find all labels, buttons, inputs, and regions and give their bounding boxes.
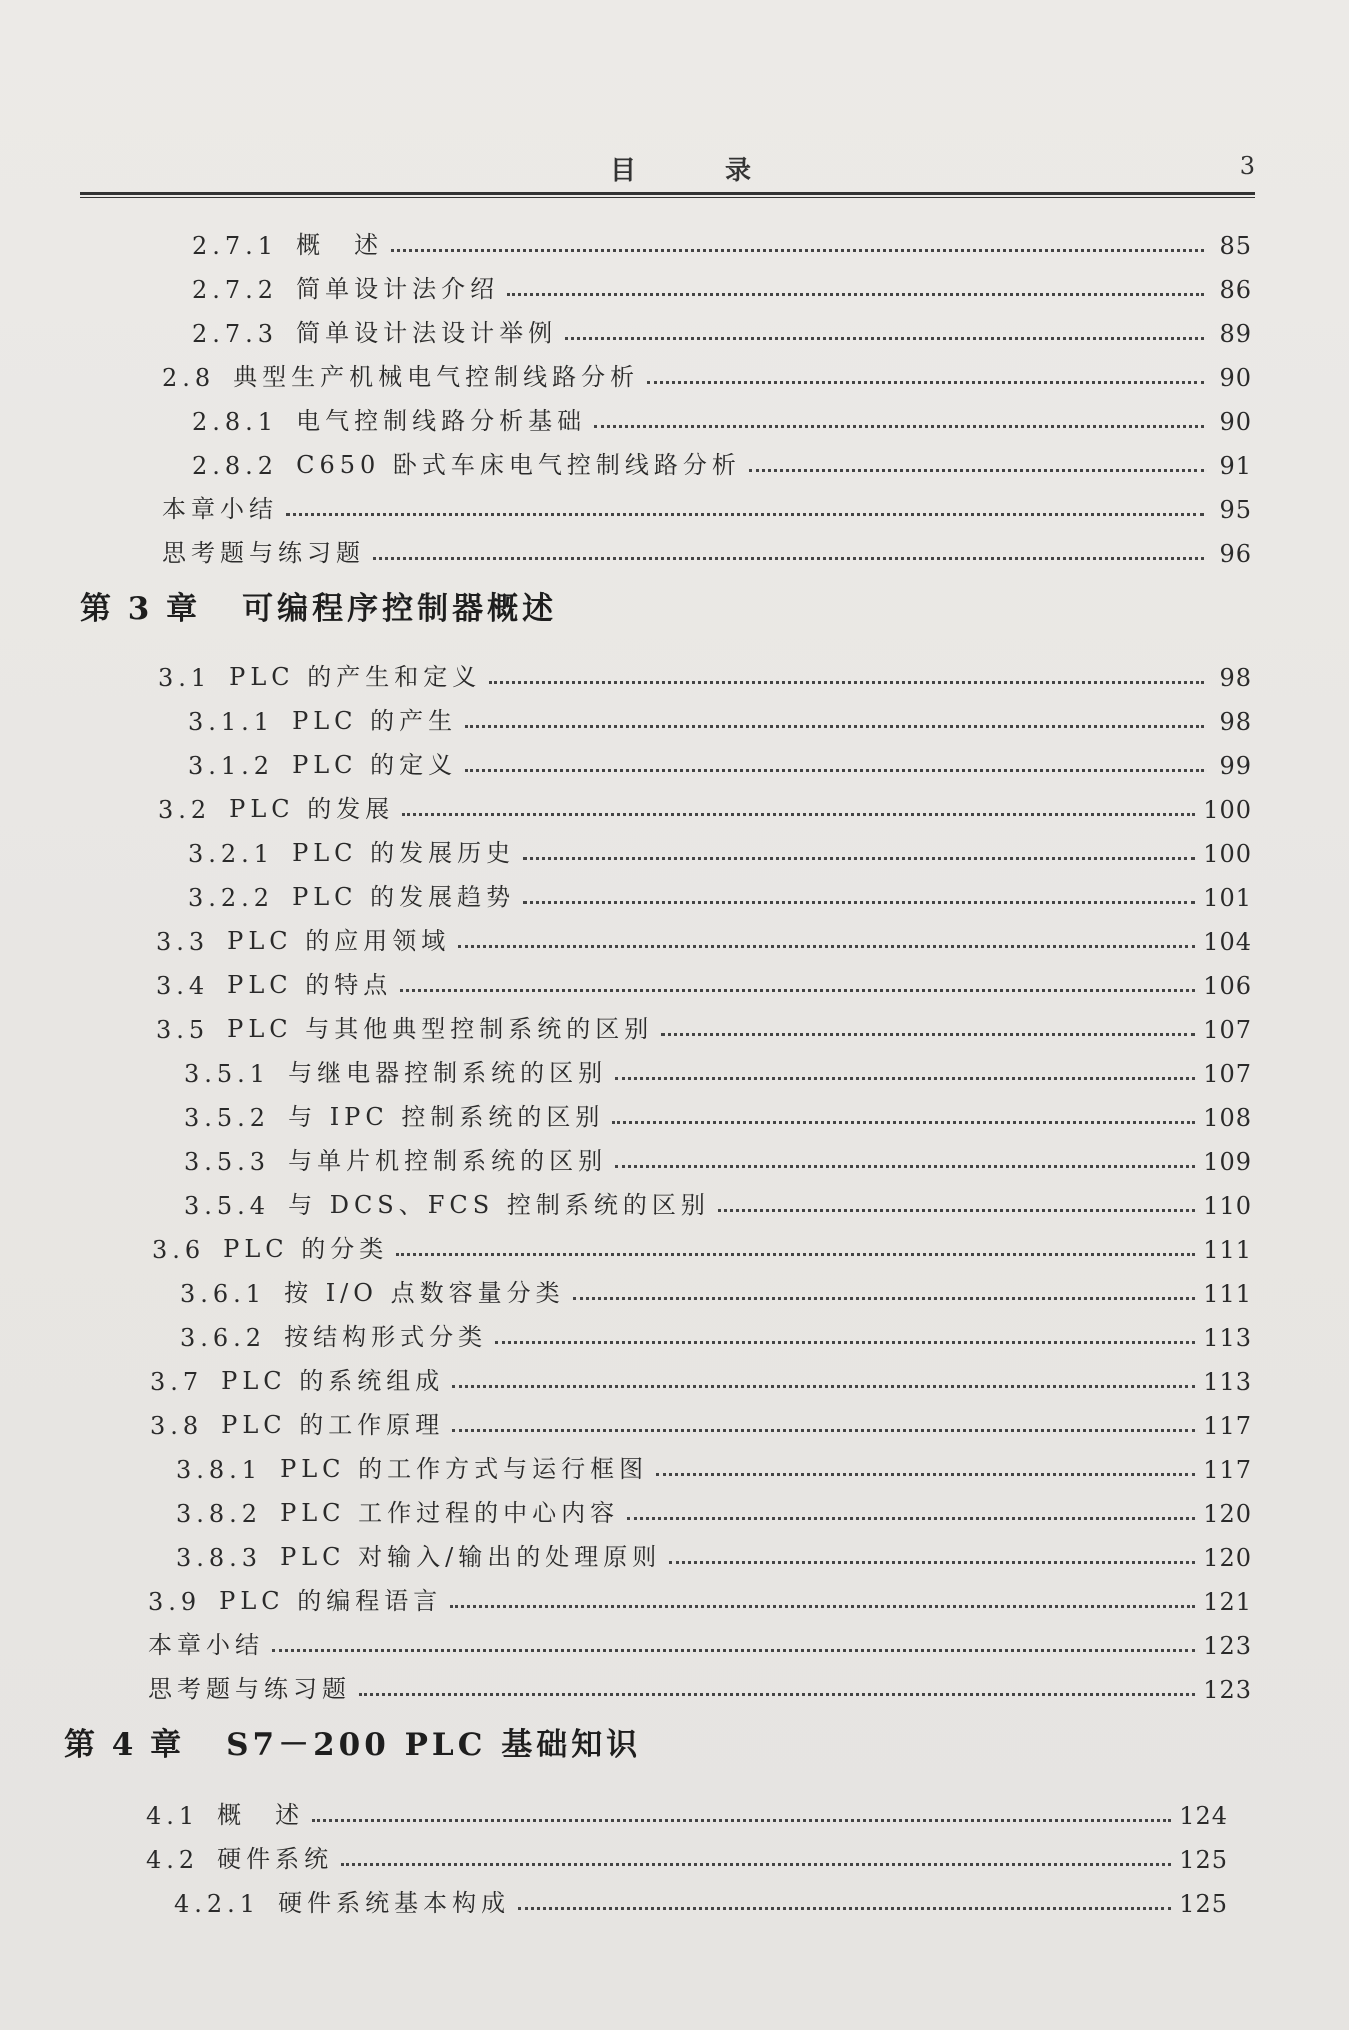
toc-entry[interactable] (184, 1092, 1252, 1132)
toc-title: PLC 的编程语言 (219, 1587, 443, 1615)
toc-number: 2.7.2 (192, 276, 279, 304)
toc-title: PLC 的发展历史 (292, 839, 516, 867)
header-title: 目 录 (610, 156, 792, 186)
toc-title: PLC 的产生 (292, 707, 458, 735)
toc-number: 3.5.4 (184, 1192, 271, 1220)
toc-entry[interactable] (180, 1312, 1252, 1352)
toc-title: 典型生产机械电气控制线路分析 (233, 363, 640, 391)
toc-page: 85 (1219, 232, 1252, 260)
toc-page: 101 (1203, 884, 1252, 912)
dot-leader (373, 557, 1204, 560)
toc-title: PLC 与其他典型控制系统的区别 (227, 1015, 654, 1043)
toc-entry[interactable] (158, 784, 1252, 824)
toc-title: 本章小结 (148, 1631, 264, 1659)
toc-page: 104 (1203, 928, 1252, 956)
toc-title: 电气控制线路分析基础 (296, 407, 587, 435)
toc-number: 3.1 (158, 664, 212, 692)
toc-entry[interactable] (148, 1664, 1252, 1704)
toc-title: 与 IPC 控制系统的区别 (288, 1103, 605, 1131)
toc-number: 2.8 (162, 364, 216, 392)
toc-title: 概 述 (217, 1801, 305, 1829)
toc-number: 4.1 (146, 1802, 200, 1830)
toc-number: 3.6 (152, 1236, 206, 1264)
toc-title: 思考题与练习题 (162, 539, 365, 567)
dot-leader (452, 1429, 1195, 1432)
toc-page: 113 (1203, 1368, 1252, 1396)
toc-entry[interactable] (188, 872, 1252, 912)
chapter-title: S7－200 PLC 基础知识 (226, 1727, 642, 1763)
toc-page: 89 (1219, 320, 1252, 348)
toc-title: PLC 的发展趋势 (292, 883, 516, 911)
toc-entry[interactable] (156, 916, 1252, 956)
chapter-heading[interactable] (80, 580, 557, 628)
chapter-heading[interactable] (64, 1716, 641, 1764)
toc-page: 98 (1219, 664, 1252, 692)
toc-page: 99 (1219, 752, 1252, 780)
dot-leader (465, 725, 1204, 728)
toc-page: 123 (1203, 1676, 1252, 1704)
toc-title: 与 DCS、FCS 控制系统的区别 (288, 1191, 710, 1219)
toc-page: 86 (1219, 276, 1252, 304)
toc-title: 概 述 (296, 231, 384, 259)
toc-number: 4.2 (146, 1846, 200, 1874)
toc-number: 3.8 (150, 1412, 204, 1440)
toc-entry[interactable] (156, 1004, 1252, 1044)
toc-page: 121 (1203, 1588, 1252, 1616)
toc-number: 3.5 (156, 1016, 210, 1044)
toc-entry[interactable] (146, 1790, 1228, 1830)
toc-number: 3.9 (148, 1588, 202, 1616)
toc-title: 本章小结 (162, 495, 278, 523)
toc-number: 2.7.1 (192, 232, 279, 260)
toc-title: PLC 的产生和定义 (229, 663, 482, 691)
toc-number: 3.3 (156, 928, 210, 956)
toc-title: PLC 的定义 (292, 751, 458, 779)
toc-number: 3.1.1 (188, 708, 275, 736)
toc-entry[interactable] (192, 440, 1252, 480)
toc-page: 90 (1219, 364, 1252, 392)
toc-entry[interactable] (162, 352, 1252, 392)
dot-leader (452, 1385, 1195, 1388)
dot-leader (391, 249, 1204, 252)
toc-entry[interactable] (150, 1400, 1252, 1440)
dot-leader (565, 337, 1204, 340)
toc-title: 简单设计法设计举例 (296, 319, 558, 347)
toc-entry[interactable] (180, 1268, 1252, 1308)
toc-number: 3.8.3 (176, 1544, 263, 1572)
dot-leader (312, 1819, 1171, 1822)
toc-title: 按 I/O 点数容量分类 (284, 1279, 565, 1307)
toc-page: 109 (1203, 1148, 1252, 1176)
toc-entry[interactable] (192, 264, 1252, 304)
chapter-label: 第 4 章 (64, 1727, 185, 1763)
toc-page: 98 (1219, 708, 1252, 736)
toc-title: PLC 的工作方式与运行框图 (280, 1455, 649, 1483)
toc-number: 3.5.1 (184, 1060, 271, 1088)
toc-page: 100 (1203, 840, 1252, 868)
toc-entry[interactable] (192, 396, 1252, 436)
toc-page: 123 (1203, 1632, 1252, 1660)
toc-page: 120 (1203, 1500, 1252, 1528)
chapter-title: 可编程序控制器概述 (242, 591, 558, 627)
dot-leader (396, 1253, 1195, 1256)
toc-page: 113 (1203, 1324, 1252, 1352)
toc-page: 124 (1179, 1802, 1228, 1830)
toc-number: 3.5.2 (184, 1104, 271, 1132)
dot-leader (749, 469, 1204, 472)
toc-page: 125 (1179, 1890, 1228, 1918)
toc-entry[interactable] (146, 1834, 1228, 1874)
toc-page: 110 (1203, 1192, 1252, 1220)
toc-entry[interactable] (184, 1180, 1252, 1220)
toc-entry[interactable] (184, 1136, 1252, 1176)
toc-title: PLC 的发展 (229, 795, 395, 823)
toc-title: 思考题与练习题 (148, 1675, 351, 1703)
toc-title: PLC 的应用领域 (227, 927, 451, 955)
toc-entry[interactable] (162, 484, 1252, 524)
toc-title: 硬件系统基本构成 (278, 1889, 511, 1917)
toc-entry[interactable] (156, 960, 1252, 1000)
toc-entry[interactable] (188, 696, 1252, 736)
dot-leader (647, 381, 1204, 384)
toc-page: 117 (1203, 1412, 1252, 1440)
dot-leader (450, 1605, 1195, 1608)
dot-leader (612, 1121, 1195, 1124)
toc-page: 108 (1203, 1104, 1252, 1132)
dot-leader (615, 1165, 1195, 1168)
dot-leader (507, 293, 1204, 296)
dot-leader (465, 769, 1204, 772)
toc-entry[interactable] (148, 1576, 1252, 1616)
dot-leader (489, 681, 1204, 684)
toc-entry[interactable] (150, 1356, 1252, 1396)
toc-number: 3.4 (156, 972, 210, 1000)
toc-page: 96 (1219, 540, 1252, 568)
toc-title: PLC 的系统组成 (221, 1367, 445, 1395)
toc-number: 3.8.2 (176, 1500, 263, 1528)
toc-page: 111 (1203, 1236, 1252, 1264)
toc-number: 3.2 (158, 796, 212, 824)
toc-entry[interactable] (192, 220, 1252, 260)
toc-page: 95 (1219, 496, 1252, 524)
toc-title: 按结构形式分类 (284, 1323, 488, 1351)
toc-entry[interactable] (192, 308, 1252, 348)
header-rule (80, 192, 1255, 198)
dot-leader (286, 513, 1204, 516)
toc-page: 107 (1203, 1060, 1252, 1088)
toc-number: 3.2.2 (188, 884, 275, 912)
dot-leader (594, 425, 1204, 428)
toc-title: PLC 的工作原理 (221, 1411, 445, 1439)
toc-title: 与继电器控制系统的区别 (288, 1059, 608, 1087)
toc-page: 106 (1203, 972, 1252, 1000)
dot-leader (402, 813, 1195, 816)
toc-entry[interactable] (184, 1048, 1252, 1088)
toc-number: 2.8.2 (192, 452, 279, 480)
dot-leader (341, 1863, 1171, 1866)
dot-leader (359, 1693, 1195, 1696)
toc-page: 90 (1219, 408, 1252, 436)
toc-entry[interactable] (148, 1620, 1252, 1660)
toc-number: 3.2.1 (188, 840, 275, 868)
chapter-label: 第 3 章 (80, 591, 201, 627)
toc-number: 3.6.2 (180, 1324, 267, 1352)
toc-page: 107 (1203, 1016, 1252, 1044)
dot-leader (272, 1649, 1195, 1652)
dot-leader (661, 1033, 1195, 1036)
dot-leader (523, 857, 1195, 860)
toc-number: 4.2.1 (174, 1890, 261, 1918)
toc-title: PLC 的分类 (223, 1235, 389, 1263)
toc-title: 与单片机控制系统的区别 (288, 1147, 608, 1175)
toc-entry[interactable] (174, 1878, 1228, 1918)
toc-entry[interactable] (176, 1488, 1252, 1528)
toc-number: 3.5.3 (184, 1148, 271, 1176)
header-page-number: 3 (1239, 152, 1255, 180)
dot-leader (495, 1341, 1195, 1344)
toc-page: 125 (1179, 1846, 1228, 1874)
toc-number: 3.6.1 (180, 1280, 267, 1308)
toc-title: 硬件系统 (217, 1845, 334, 1873)
toc-entry[interactable] (188, 828, 1252, 868)
toc-number: 3.8.1 (176, 1456, 263, 1484)
toc-page: 120 (1203, 1544, 1252, 1572)
dot-leader (718, 1209, 1195, 1212)
toc-page: 111 (1203, 1280, 1252, 1308)
toc-number: 3.1.2 (188, 752, 275, 780)
toc-number: 3.7 (150, 1368, 204, 1396)
toc-entry[interactable] (158, 652, 1252, 692)
toc-page: 117 (1203, 1456, 1252, 1484)
dot-leader (656, 1473, 1195, 1476)
toc-entry[interactable] (176, 1532, 1252, 1572)
dot-leader (523, 901, 1195, 904)
dot-leader (400, 989, 1195, 992)
toc-title: PLC 的特点 (227, 971, 393, 999)
toc-title: PLC 工作过程的中心内容 (280, 1499, 620, 1527)
toc-page: 91 (1219, 452, 1252, 480)
toc-number: 2.8.1 (192, 408, 279, 436)
dot-leader (615, 1077, 1195, 1080)
toc-entry[interactable] (188, 740, 1252, 780)
dot-leader (573, 1297, 1196, 1300)
dot-leader (518, 1907, 1171, 1910)
toc-title: 简单设计法介绍 (296, 275, 500, 303)
dot-leader (627, 1517, 1195, 1520)
toc-entry[interactable] (176, 1444, 1252, 1484)
toc-number: 2.7.3 (192, 320, 279, 348)
toc-entry[interactable] (152, 1224, 1252, 1264)
toc-entry[interactable] (162, 528, 1252, 568)
dot-leader (669, 1561, 1195, 1564)
toc-page: 100 (1203, 796, 1252, 824)
toc-title: PLC 对输入/输出的处理原则 (280, 1543, 662, 1571)
dot-leader (458, 945, 1195, 948)
toc-title: C650 卧式车床电气控制线路分析 (296, 451, 741, 479)
